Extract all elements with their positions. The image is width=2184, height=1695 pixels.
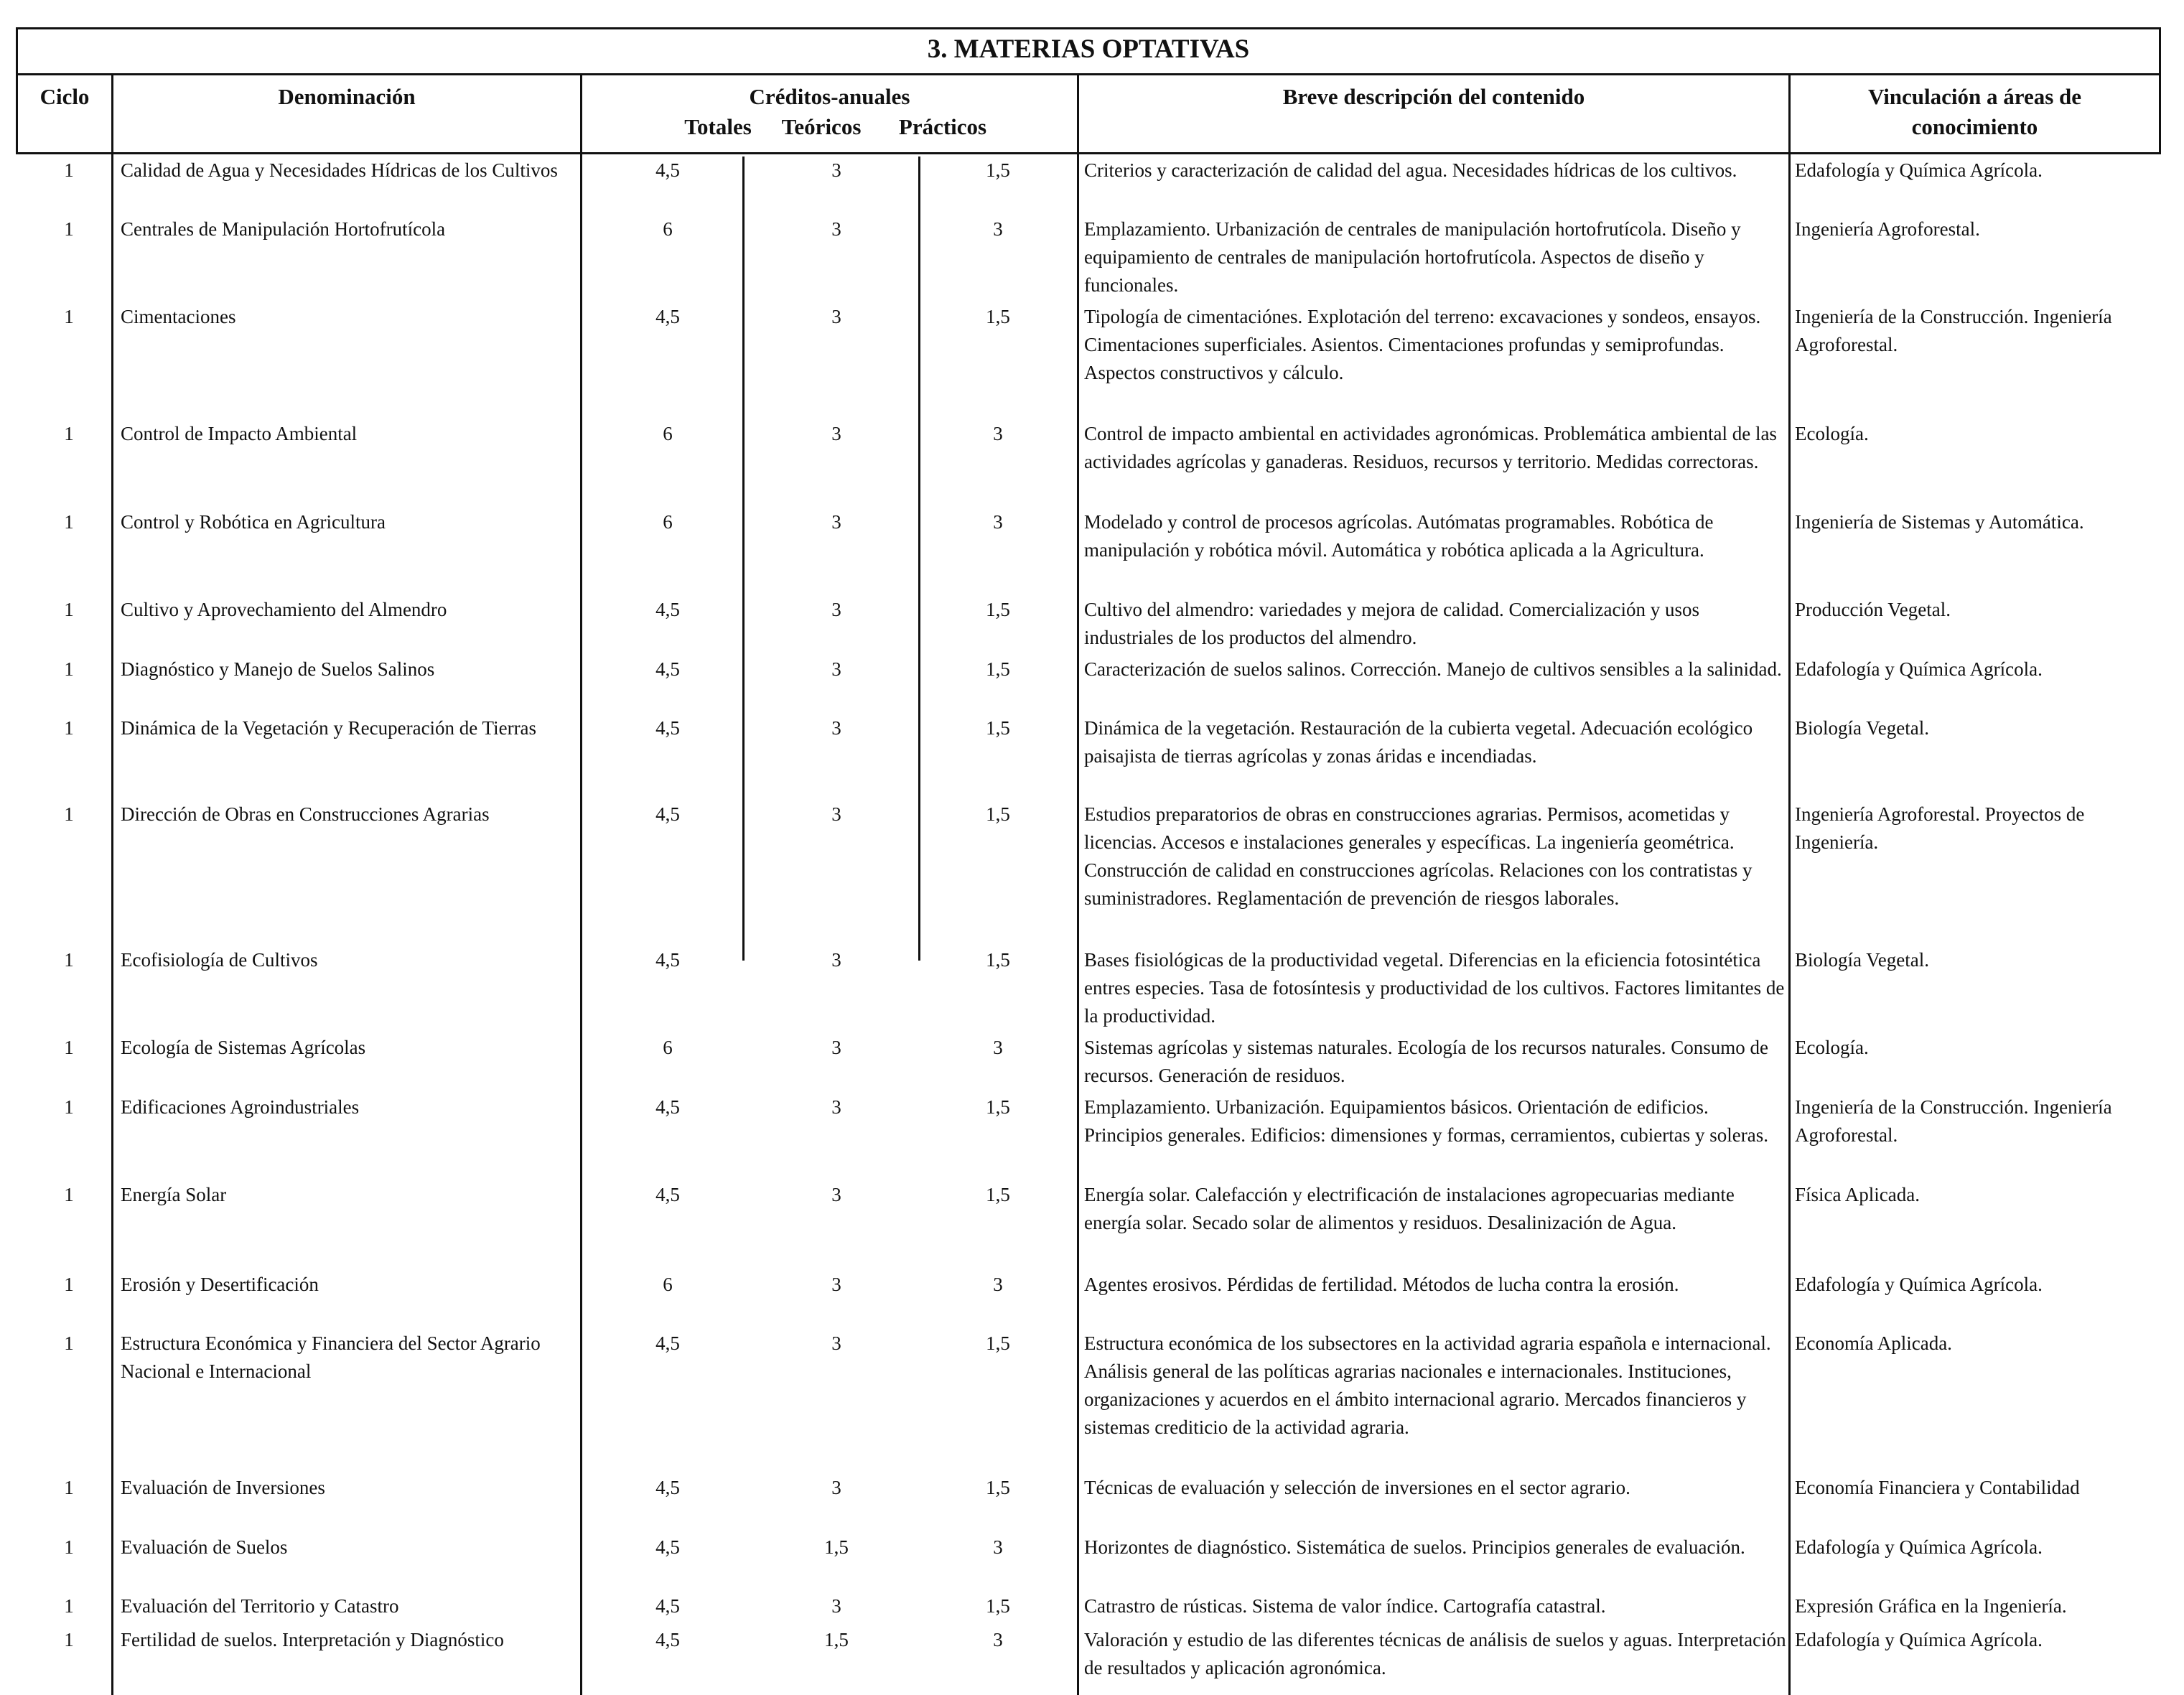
descripcion-cell: Estructura económica de los subsectores en la actividad agraria española e internacional. Análisis general de las políticas agrarias nacionales e internacionales. Instituciones, organizaciones y acuerdos en el ámbito internacional agrario. Mercados financieros y sistemas crediticio de la actividad agraria. xyxy=(1084,1332,1771,1438)
denominacion-cell: Calidad de Agua y Necesidades Hídricas de los Cultivos xyxy=(121,159,558,181)
area-cell: Edafología y Química Agrícola. xyxy=(1795,1629,2043,1650)
header-ciclo: Ciclo xyxy=(39,84,90,109)
denominacion-cell: Evaluación de Suelos xyxy=(121,1536,288,1558)
teoricos-cell: 3 xyxy=(831,949,841,971)
teoricos-cell: 3 xyxy=(831,1332,841,1354)
area-cell: Ingeniería de la Construcción. Ingeniería Agroforestal. xyxy=(1795,306,2112,355)
descripcion-cell: Valoración y estudio de las diferentes técnicas de análisis de suelos y aguas. Interpretación de resultados y aplicación agronómica. xyxy=(1084,1629,1786,1678)
ciclo-cell: 1 xyxy=(64,511,74,533)
area-cell: Edafología y Química Agrícola. xyxy=(1795,1536,2043,1558)
teoricos-cell: 3 xyxy=(831,717,841,739)
ciclo-cell: 1 xyxy=(64,949,74,971)
practicos-cell: 3 xyxy=(993,423,1003,444)
descripcion-cell: Caracterización de suelos salinos. Corrección. Manejo de cultivos sensibles a la salinidad. xyxy=(1084,658,1782,680)
totales-cell: 6 xyxy=(663,511,673,533)
denominacion-cell: Dinámica de la Vegetación y Recuperación de Tierras xyxy=(121,717,537,739)
denominacion-cell: Erosión y Desertificación xyxy=(121,1274,319,1295)
ciclo-cell: 1 xyxy=(64,218,74,240)
denominacion-cell: Fertilidad de suelos. Interpretación y Diagnóstico xyxy=(121,1629,504,1650)
header-bottom-border xyxy=(16,152,2161,154)
ciclo-cell: 1 xyxy=(64,423,74,444)
totales-cell: 6 xyxy=(663,1274,673,1295)
header-totales: Totales xyxy=(684,114,752,139)
totales-cell: 4,5 xyxy=(655,1096,680,1118)
practicos-cell: 1,5 xyxy=(986,306,1010,327)
ciclo-cell: 1 xyxy=(64,159,74,181)
header-vinculacion-line2: conocimiento xyxy=(1911,114,2038,139)
totales-cell: 4,5 xyxy=(655,1477,680,1498)
denominacion-cell: Control y Robótica en Agricultura xyxy=(121,511,386,533)
denominacion-cell: Evaluación de Inversiones xyxy=(121,1477,325,1498)
descripcion-cell: Agentes erosivos. Pérdidas de fertilidad. Métodos de lucha contra la erosión. xyxy=(1084,1274,1679,1295)
ciclo-cell: 1 xyxy=(64,306,74,327)
practicos-cell: 1,5 xyxy=(986,658,1010,680)
totales-cell: 4,5 xyxy=(655,306,680,327)
col-divider-totales xyxy=(742,157,745,961)
teoricos-cell: 3 xyxy=(831,599,841,620)
practicos-cell: 1,5 xyxy=(986,1096,1010,1118)
ciclo-cell: 1 xyxy=(64,658,74,680)
denominacion-cell: Edificaciones Agroindustriales xyxy=(121,1096,360,1118)
denominacion-cell: Diagnóstico y Manejo de Suelos Salinos xyxy=(121,658,435,680)
totales-cell: 4,5 xyxy=(655,1332,680,1354)
teoricos-cell: 3 xyxy=(831,1096,841,1118)
denominacion-cell: Estructura Económica y Financiera del Sector Agrario Nacional e Internacional xyxy=(121,1332,541,1382)
practicos-cell: 1,5 xyxy=(986,1184,1010,1205)
descripcion-cell: Energía solar. Calefacción y electrificación de instalaciones agropecuarias mediante energía solar. Secado solar de alimentos y residuos. Desalinización de Agua. xyxy=(1084,1184,1735,1233)
table-title: 3. MATERIAS OPTATIVAS xyxy=(927,34,1250,64)
area-cell: Expresión Gráfica en la Ingeniería. xyxy=(1795,1595,2067,1617)
practicos-cell: 1,5 xyxy=(986,949,1010,971)
area-cell: Biología Vegetal. xyxy=(1795,717,1929,739)
practicos-cell: 1,5 xyxy=(986,1477,1010,1498)
totales-cell: 4,5 xyxy=(655,717,680,739)
totales-cell: 4,5 xyxy=(655,159,680,181)
totales-cell: 6 xyxy=(663,1037,673,1058)
header-practicos: Prácticos xyxy=(898,114,987,139)
ciclo-cell: 1 xyxy=(64,1184,74,1205)
totales-cell: 4,5 xyxy=(655,599,680,620)
practicos-cell: 1,5 xyxy=(986,599,1010,620)
descripcion-cell: Criterios y caracterización de calidad del agua. Necesidades hídricas de los cultivos. xyxy=(1084,159,1737,181)
ciclo-cell: 1 xyxy=(64,1037,74,1058)
teoricos-cell: 3 xyxy=(831,1037,841,1058)
teoricos-cell: 3 xyxy=(831,306,841,327)
ciclo-cell: 1 xyxy=(64,1096,74,1118)
col-divider-ciclo xyxy=(111,73,113,1695)
descripcion-cell: Estudios preparatorios de obras en construcciones agrarias. Permisos, acometidas y licencias. Accesos e instalaciones generales y específicas. La ingeniería geométrica. Construcción de calidad en construcciones agrícolas. Relaciones con los contratistas y suministradores. Reglamentación de prevención de riesgos laborales. xyxy=(1084,803,1753,909)
totales-cell: 4,5 xyxy=(655,949,680,971)
title-bottom-border xyxy=(16,73,2161,75)
col-divider-creditos xyxy=(1077,73,1079,1695)
ciclo-cell: 1 xyxy=(64,1274,74,1295)
area-cell: Edafología y Química Agrícola. xyxy=(1795,1274,2043,1295)
area-cell: Física Aplicada. xyxy=(1795,1184,1920,1205)
col-divider-teoricos xyxy=(918,157,920,961)
denominacion-cell: Cultivo y Aprovechamiento del Almendro xyxy=(121,599,447,620)
descripcion-cell: Sistemas agrícolas y sistemas naturales. Ecología de los recursos naturales. Consumo de recursos. Generación de residuos. xyxy=(1084,1037,1769,1086)
col-divider-descripcion xyxy=(1788,73,1791,1695)
area-cell: Ingeniería de la Construcción. Ingeniería Agroforestal. xyxy=(1795,1096,2112,1146)
totales-cell: 4,5 xyxy=(655,1184,680,1205)
denominacion-cell: Ecofisiología de Cultivos xyxy=(121,949,318,971)
teoricos-cell: 3 xyxy=(831,658,841,680)
area-cell: Ecología. xyxy=(1795,423,1869,444)
totales-cell: 6 xyxy=(663,218,673,240)
practicos-cell: 1,5 xyxy=(986,1595,1010,1617)
totales-cell: 4,5 xyxy=(655,658,680,680)
header-denominacion: Denominación xyxy=(278,84,416,109)
denominacion-cell: Dirección de Obras en Construcciones Agrarias xyxy=(121,803,490,825)
area-cell: Edafología y Química Agrícola. xyxy=(1795,658,2043,680)
descripcion-cell: Horizontes de diagnóstico. Sistemática de suelos. Principios generales de evaluación. xyxy=(1084,1536,1745,1558)
descripcion-cell: Bases fisiológicas de la productividad vegetal. Diferencias en la eficiencia fotosintética entres especies. Tasa de fotosíntesis y productividad de los cultivos. Factores limitantes de la productividad. xyxy=(1084,949,1785,1027)
ciclo-cell: 1 xyxy=(64,1629,74,1650)
teoricos-cell: 3 xyxy=(831,159,841,181)
teoricos-cell: 3 xyxy=(831,1477,841,1498)
area-cell: Ingeniería Agroforestal. xyxy=(1795,218,1980,240)
denominacion-cell: Evaluación del Territorio y Catastro xyxy=(121,1595,399,1617)
practicos-cell: 3 xyxy=(993,511,1003,533)
teoricos-cell: 3 xyxy=(831,803,841,825)
teoricos-cell: 3 xyxy=(831,1184,841,1205)
totales-cell: 4,5 xyxy=(655,1536,680,1558)
area-cell: Economía Financiera y Contabilidad xyxy=(1795,1477,2080,1498)
descripcion-cell: Tipología de cimentaciónes. Explotación del terreno: excavaciones y sondeos, ensayos. Cimentaciones superficiales. Asientos. Cimentaciones profundas y semiprofundas. Aspectos constructivos y cálculo. xyxy=(1084,306,1761,383)
totales-cell: 4,5 xyxy=(655,803,680,825)
area-cell: Ingeniería Agroforestal. Proyectos de Ingeniería. xyxy=(1795,803,2085,853)
denominacion-cell: Energía Solar xyxy=(121,1184,227,1205)
teoricos-cell: 3 xyxy=(831,423,841,444)
denominacion-cell: Centrales de Manipulación Hortofrutícola xyxy=(121,218,446,240)
descripcion-cell: Modelado y control de procesos agrícolas. Autómatas programables. Robótica de manipulación y robótica móvil. Automática y robótica aplicada a la Agricultura. xyxy=(1084,511,1714,561)
col-divider-denominacion xyxy=(580,73,582,1695)
ciclo-cell: 1 xyxy=(64,1595,74,1617)
teoricos-cell: 1,5 xyxy=(824,1536,849,1558)
header-teoricos: Teóricos xyxy=(781,114,862,139)
ciclo-cell: 1 xyxy=(64,1332,74,1354)
descripcion-cell: Cultivo del almendro: variedades y mejora de calidad. Comercialización y usos industriales de los productos del almendro. xyxy=(1084,599,1699,648)
practicos-cell: 1,5 xyxy=(986,159,1010,181)
area-cell: Ingeniería de Sistemas y Automática. xyxy=(1795,511,2084,533)
denominacion-cell: Cimentaciones xyxy=(121,306,236,327)
ciclo-cell: 1 xyxy=(64,717,74,739)
ciclo-cell: 1 xyxy=(64,1477,74,1498)
teoricos-cell: 1,5 xyxy=(824,1629,849,1650)
practicos-cell: 3 xyxy=(993,1274,1003,1295)
area-cell: Ecología. xyxy=(1795,1037,1869,1058)
denominacion-cell: Ecología de Sistemas Agrícolas xyxy=(121,1037,366,1058)
practicos-cell: 3 xyxy=(993,1037,1003,1058)
teoricos-cell: 3 xyxy=(831,1274,841,1295)
area-cell: Economía Aplicada. xyxy=(1795,1332,1952,1354)
ciclo-cell: 1 xyxy=(64,599,74,620)
table-top-border xyxy=(16,27,2161,29)
ciclo-cell: 1 xyxy=(64,1536,74,1558)
descripcion-cell: Emplazamiento. Urbanización. Equipamientos básicos. Orientación de edificios. Principios generales. Edificios: dimensiones y formas, cerramientos, cubiertas y soleras. xyxy=(1084,1096,1768,1146)
area-cell: Producción Vegetal. xyxy=(1795,599,1951,620)
header-descripcion: Breve descripción del contenido xyxy=(1282,84,1585,109)
practicos-cell: 3 xyxy=(993,1536,1003,1558)
teoricos-cell: 3 xyxy=(831,218,841,240)
area-cell: Edafología y Química Agrícola. xyxy=(1795,159,2043,181)
practicos-cell: 1,5 xyxy=(986,717,1010,739)
practicos-cell: 3 xyxy=(993,218,1003,240)
practicos-cell: 1,5 xyxy=(986,803,1010,825)
descripcion-cell: Catrastro de rústicas. Sistema de valor índice. Cartografía catastral. xyxy=(1084,1595,1606,1617)
descripcion-cell: Emplazamiento. Urbanización de centrales de manipulación hortofrutícola. Diseño y equipamiento de centrales de manipulación hortofrutícola. Aspectos de diseño y funcionales. xyxy=(1084,218,1741,296)
descripcion-cell: Control de impacto ambiental en actividades agronómicas. Problemática ambiental de las actividades agrícolas y ganaderas. Residuos, recursos y territorio. Medidas correctoras. xyxy=(1084,423,1777,472)
practicos-cell: 1,5 xyxy=(986,1332,1010,1354)
ciclo-cell: 1 xyxy=(64,803,74,825)
practicos-cell: 3 xyxy=(993,1629,1003,1650)
header-creditos: Créditos-anuales xyxy=(749,84,910,109)
denominacion-cell: Control de Impacto Ambiental xyxy=(121,423,358,444)
teoricos-cell: 3 xyxy=(831,1595,841,1617)
header-vinculacion-line1: Vinculación a áreas de xyxy=(1867,84,2082,109)
area-cell: Biología Vegetal. xyxy=(1795,949,1929,971)
descripcion-cell: Dinámica de la vegetación. Restauración de la cubierta vegetal. Adecuación ecológico paisajista de tierras agrícolas y zonas áridas e incendiadas. xyxy=(1084,717,1753,767)
descripcion-cell: Técnicas de evaluación y selección de inversiones en el sector agrario. xyxy=(1084,1477,1630,1498)
totales-cell: 6 xyxy=(663,423,673,444)
totales-cell: 4,5 xyxy=(655,1629,680,1650)
totales-cell: 4,5 xyxy=(655,1595,680,1617)
teoricos-cell: 3 xyxy=(831,511,841,533)
